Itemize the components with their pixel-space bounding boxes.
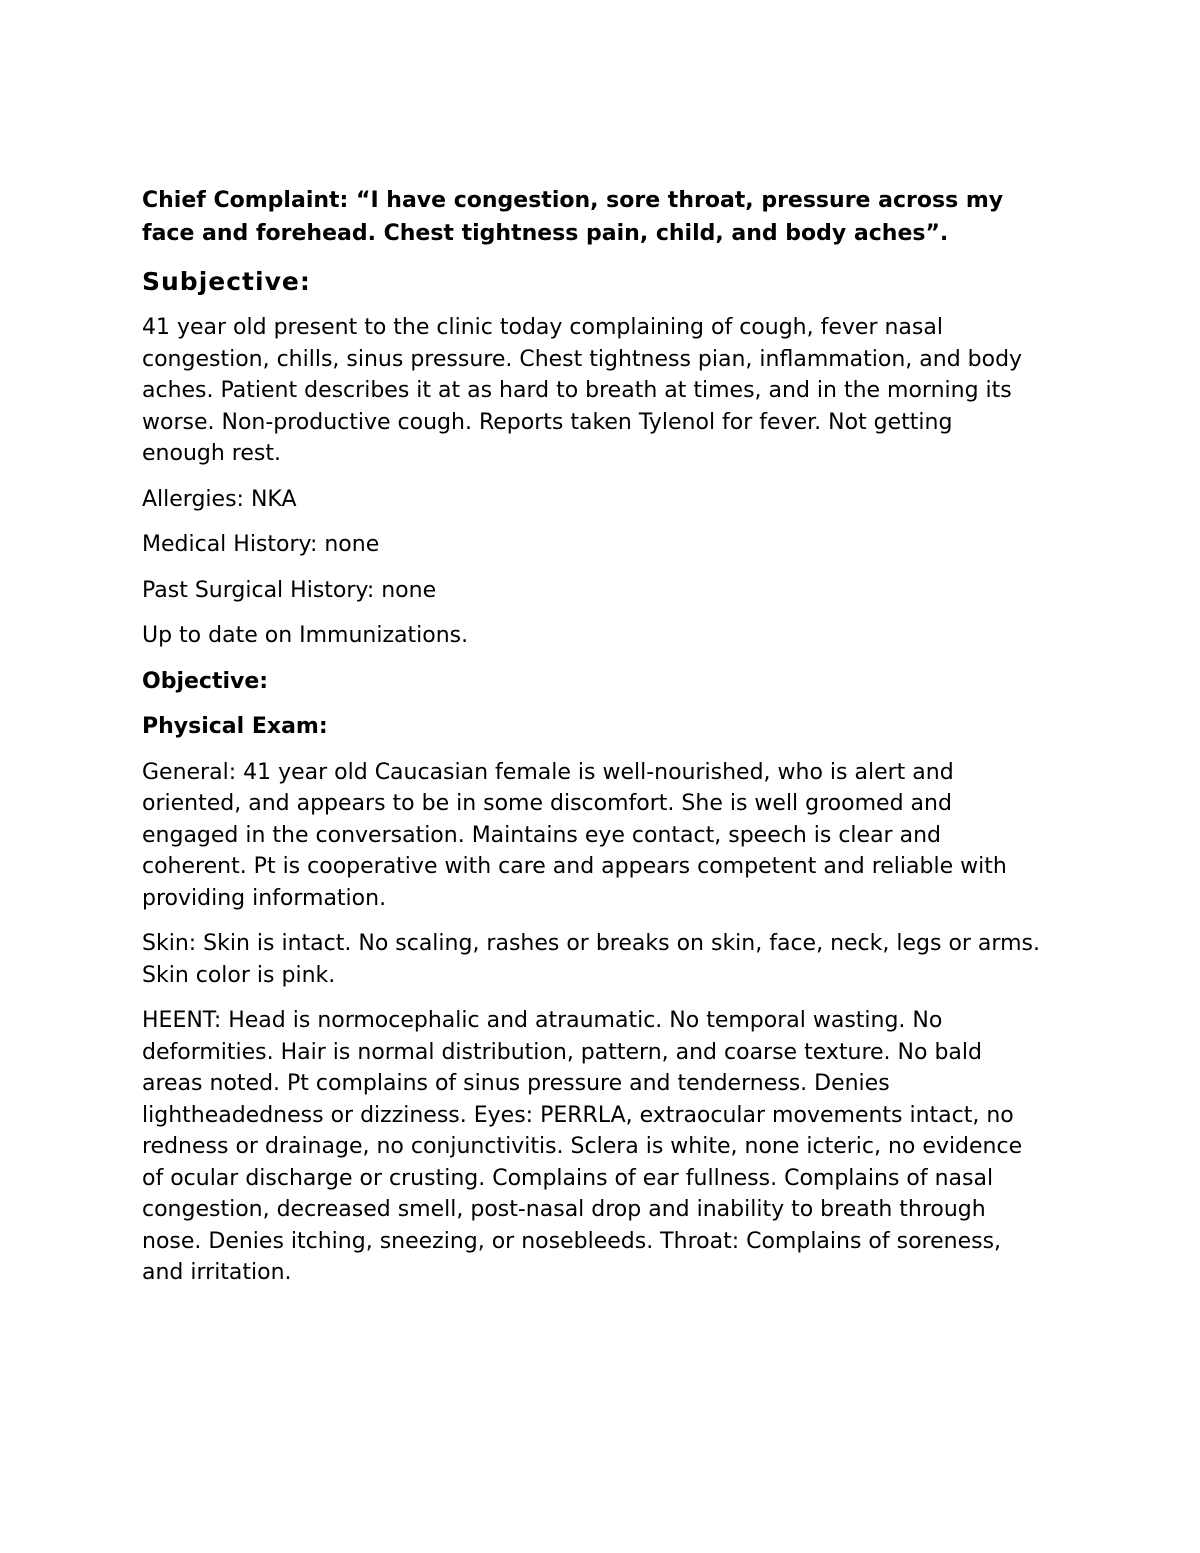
- skin-exam: Skin: Skin is intact. No scaling, rashes or breaks on skin, face, neck, legs or arms. Skin color is pink.: [142, 931, 1040, 988]
- physical-exam-heading: Physical Exam:: [142, 714, 328, 739]
- medical-history: Medical History: none: [142, 532, 380, 557]
- objective-heading: Objective:: [142, 668, 269, 694]
- immunizations: Up to date on Immunizations.: [142, 623, 469, 648]
- allergies: Allergies: NKA: [142, 486, 297, 512]
- document-page: [142, 184, 1042, 1289]
- subjective-heading: Subjective:: [142, 267, 311, 296]
- heent-exam: HEENT: Head is normocephalic and atraumatic. No temporal wasting. No deformities. Hair is normal distribution, pattern, and coarse texture. No bald areas noted. Pt complains of sinus pressure and tenderness. Denies lightheadedness or dizziness. Eyes: PERRLA, extraocular movements intact, no redness or drainage, no conjunctivitis. Sclera is white, none icteric, no evidence of ocular discharge or crusting. Complains of ear fullness. Complains of nasal congestion, decreased smell, post-nasal drop and inability to breath through nose. Denies itching, sneezing, or nosebleeds. Throat: Complains of soreness, and irritation.: [142, 1008, 1023, 1285]
- subjective-narrative: 41 year old present to the clinic today complaining of cough, fever nasal congestion, chills, sinus pressure. Chest tightness pian, inflammation, and body aches. Patient describes it at as hard to breath at times, and in the morning its worse. Non-productive cough. Reports taken Tylenol for fever. Not getting enough rest.: [142, 315, 1023, 466]
- general-exam: General: 41 year old Caucasian female is well-nourished, who is alert and oriented, and appears to be in some discomfort. She is well groomed and engaged in the conversation. Maintains eye contact, speech is clear and coherent. Pt is cooperative with care and appears competent and reliable with providing information.: [142, 759, 1007, 911]
- chief-complaint: Chief Complaint: “I have congestion, sore throat, pressure across my face and forehead. Chest tightness pain, child, and body aches”.: [142, 188, 1004, 246]
- surgical-history: Past Surgical History: none: [142, 577, 437, 603]
